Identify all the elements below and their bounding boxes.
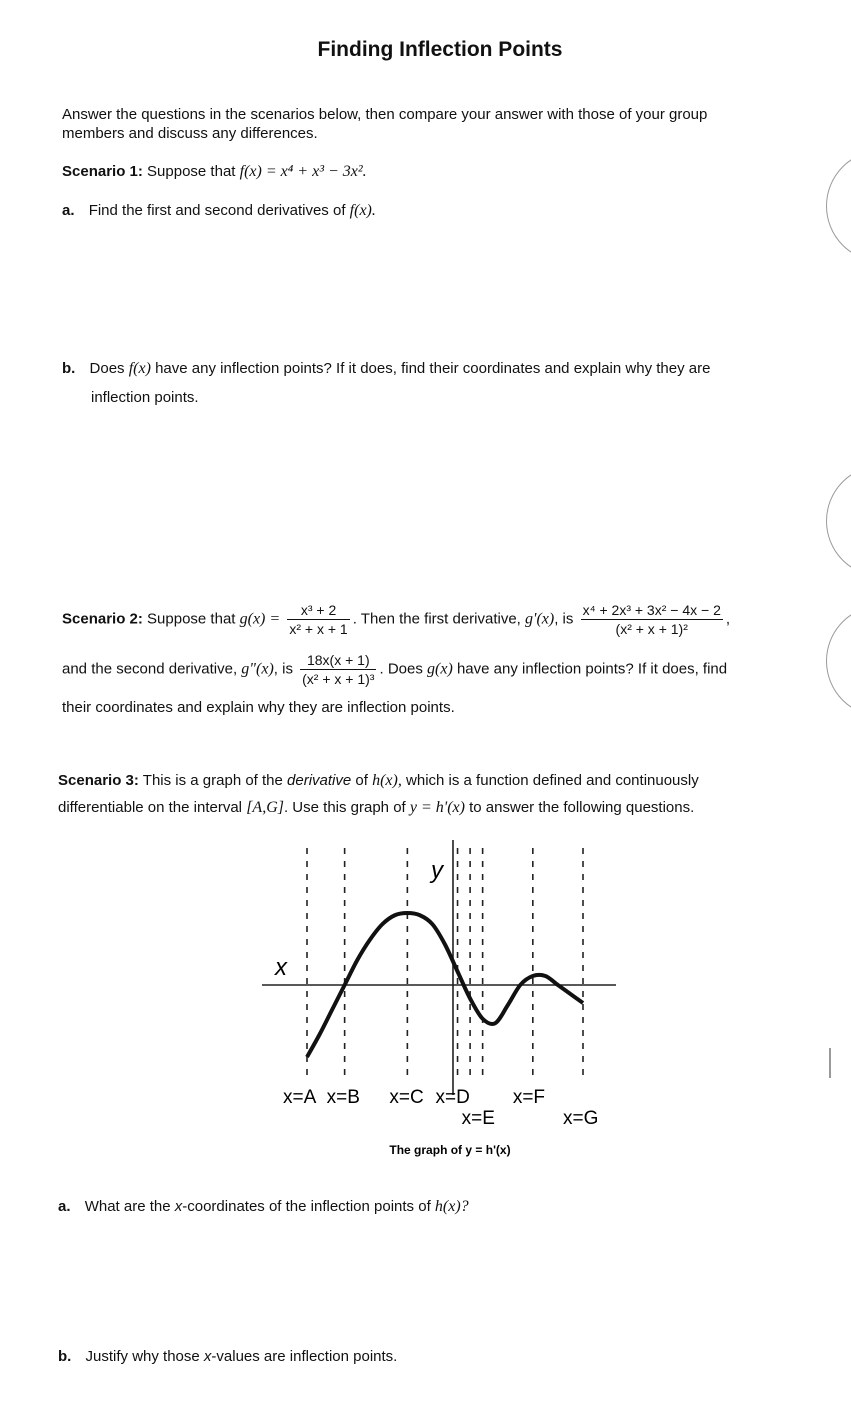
margin-circle-decoration xyxy=(826,465,851,577)
scenario3-question-a-text: What are the xyxy=(84,1198,171,1215)
scenario3-question-a-x: x xyxy=(174,1198,183,1215)
scenario3-label: Scenario 3: xyxy=(58,772,139,789)
scenario3-question-b xyxy=(58,1348,397,1365)
g-prime-denominator: (x² + x + 1)² xyxy=(615,621,688,637)
scenario2-comma: , xyxy=(725,610,731,628)
scenario3-text3: which is a function defined and continuously xyxy=(406,772,699,789)
g-double-prime: g"(x) xyxy=(241,660,274,678)
scenario2-text1: Suppose that xyxy=(147,610,236,628)
question-a-function: f(x). xyxy=(349,202,376,219)
y-axis-label: y xyxy=(431,857,443,884)
intro-text-line1: Answer the questions in the scenarios below, then compare your answer with those of your group xyxy=(62,106,708,123)
scenario1-function: f(x) = x⁴ + x³ − 3x². xyxy=(239,163,367,180)
scenario3-line2 xyxy=(58,799,694,817)
intro-text-line2: members and discuss any differences. xyxy=(62,125,318,142)
g-reference: g(x) xyxy=(427,660,453,678)
scenario1-text: Suppose that xyxy=(147,163,236,180)
graph-caption: The graph of y = h'(x) xyxy=(389,1143,511,1157)
x-marker-label: x=E xyxy=(461,1108,495,1129)
x-marker-label: x=B xyxy=(326,1087,360,1108)
x-marker-label: x=F xyxy=(512,1087,546,1108)
scenario3-question-a xyxy=(58,1198,469,1216)
g-double-prime-fraction xyxy=(300,652,376,687)
scenario3-line2-post: to answer the following questions. xyxy=(469,799,695,816)
g-denominator: x² + x + 1 xyxy=(289,621,348,637)
scenario2-label: Scenario 2: xyxy=(62,610,143,628)
question-b-function: f(x) xyxy=(128,360,151,377)
question-b-text-pre: Does xyxy=(89,360,125,377)
scenario2-g-lhs: g(x) = xyxy=(239,610,281,628)
scenario2-text3: , is xyxy=(554,610,574,628)
scenario3-text1: This is a graph of the xyxy=(142,772,283,789)
g-prime: g'(x) xyxy=(525,610,555,628)
scenario2-line2-pre: and the second derivative, xyxy=(62,660,238,678)
scenario2-line2-post: . Does xyxy=(379,660,423,678)
scenario2-line2-is: , is xyxy=(273,660,293,678)
x-marker-label: x=G xyxy=(563,1108,599,1129)
scenario3-line1 xyxy=(58,772,699,790)
scenario1-question-b xyxy=(62,360,710,378)
derivative-word: derivative xyxy=(287,772,352,789)
page-title: Finding Inflection Points xyxy=(317,38,563,61)
h-function: h(x), xyxy=(372,772,402,789)
x-marker-label: x=C xyxy=(389,1087,424,1108)
question-a-text: Find the first and second derivatives of xyxy=(88,202,346,219)
scenario3-line2-pre: differentiable on the interval xyxy=(58,799,243,816)
scenario3-question-a-label: a. xyxy=(58,1198,71,1215)
question-a-label: a. xyxy=(62,202,75,219)
scenario3-text2: of xyxy=(355,772,368,789)
interval: [A,G] xyxy=(246,799,284,816)
question-b-text-post: have any inflection points? If it does, find their coordinates and explain why they are xyxy=(155,360,711,377)
scenario2-line3: their coordinates and explain why they are inflection points. xyxy=(62,699,455,716)
scenario2-text2: . Then the first derivative, xyxy=(352,610,521,628)
scenario2-line1 xyxy=(62,602,730,637)
g-fraction xyxy=(287,602,349,637)
margin-circle-decoration xyxy=(826,150,851,262)
scenario3-question-b-label: b. xyxy=(58,1348,72,1365)
x-marker-label: x=D xyxy=(435,1087,470,1108)
scenario3-question-b-text2: -values are inflection points. xyxy=(211,1348,398,1365)
scenario3-question-b-x: x xyxy=(203,1348,212,1365)
scenario1-question-b-line2: inflection points. xyxy=(91,389,199,406)
scenario2-line2-end: have any inflection points? If it does, find xyxy=(456,660,728,678)
x-axis-label: x xyxy=(275,954,287,981)
g-prime-numerator: x⁴ + 2x³ + 3x² − 4x − 2 xyxy=(582,602,721,618)
g-numerator: x³ + 2 xyxy=(287,602,349,620)
x-marker-label: x=A xyxy=(283,1087,317,1108)
scenario3-line2-mid: . Use this graph of xyxy=(283,799,406,816)
scenario2-line2 xyxy=(62,652,727,687)
margin-circle-decoration xyxy=(826,605,851,717)
margin-line-decoration xyxy=(829,1048,831,1078)
scenario3-question-a-function: h(x)? xyxy=(434,1198,469,1215)
g-double-prime-denominator: (x² + x + 1)³ xyxy=(302,671,375,687)
scenario1-question-a xyxy=(62,202,376,220)
derivative-graph xyxy=(250,830,630,1165)
scenario1-statement xyxy=(62,163,367,181)
scenario3-question-a-text2: -coordinates of the inflection points of xyxy=(182,1198,431,1215)
g-double-prime-numerator: 18x(x + 1) xyxy=(300,652,376,670)
question-b-label: b. xyxy=(62,360,76,377)
g-prime-fraction xyxy=(581,602,723,637)
y-equals-h-prime: y = h'(x) xyxy=(409,799,465,816)
scenario1-label: Scenario 1: xyxy=(62,163,143,180)
scenario3-question-b-text: Justify why those xyxy=(85,1348,200,1365)
